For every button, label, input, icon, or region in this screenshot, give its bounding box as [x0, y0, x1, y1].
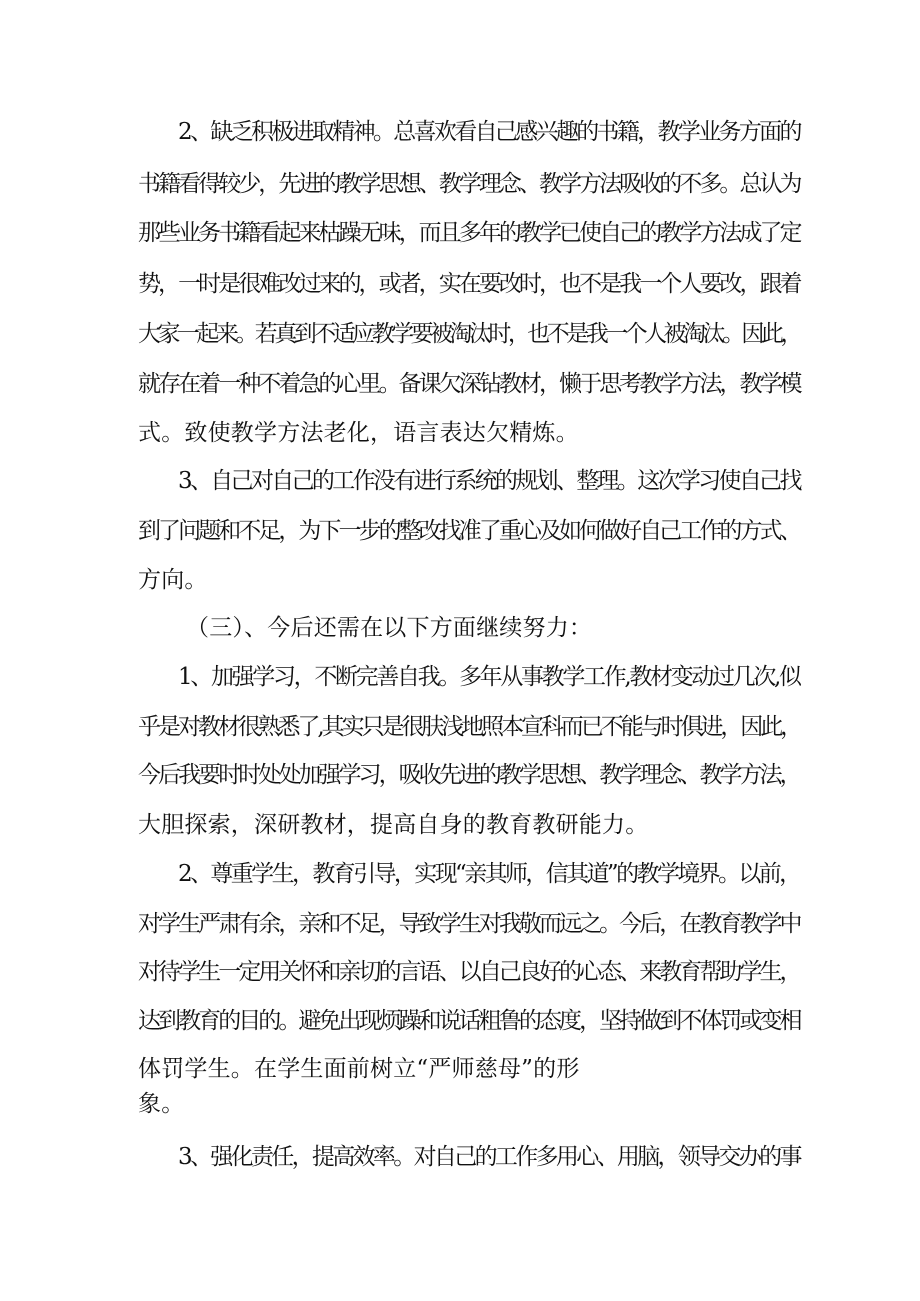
p2-line-7: 式。致使教学方法老化，语言表达欠精炼。 [138, 420, 579, 446]
p3-line-3: 方向。 [138, 567, 208, 593]
p3-line-1: 3、自己对自己的工作没有进行系统的规划、整理。这次学习使自己找 [178, 468, 800, 494]
p2-line-2: 书籍看得较少，先进的教学思想、教学理念、教学方法吸收的不多。总认为 [138, 171, 800, 197]
p2-line-1: 2、缺乏积极进取精神。总喜欢看自己感兴趣的书籍，教学业务方面的 [178, 119, 800, 145]
item2-line-5: 体罚学生。在学生面前树立“严师慈母”的形 [138, 1056, 580, 1082]
p2-line-6: 就存在着一种不着急的心里。备课欠深钻教材，懒于思考教学方法，教学模 [138, 371, 800, 397]
item1-line-1: 1、加强学习，不断完善自我。多年从事教学工作,教材变动过几次,似 [178, 664, 800, 690]
item3-line-1: 3、强化责任，提高效率。对自己的工作多用心、用脑，领导交办的事 [178, 1144, 800, 1170]
section3-line-1: （三）、今后还需在以下方面继续努力： [186, 615, 593, 641]
item1-line-2: 乎是对教材很熟悉了,其实只是很肤浅地照本宣科而已不能与时俱进，因此， [138, 714, 801, 740]
p3-line-2: 到了问题和不足，为下一步的整改找准了重心及如何做好自己工作的方式、 [138, 518, 800, 544]
item2-line-6: 象。 [138, 1091, 185, 1117]
item1-line-4: 大胆探索，深研教材，提高自身的教育教研能力。 [138, 812, 649, 838]
p2-line-3: 那些业务书籍看起来枯躁无味，而且多年的教学已使自己的教学方法成了定 [138, 220, 800, 246]
p2-line-5: 大家一起来。若真到不适应教学要被淘汰时，也不是我一个人被淘汰。因此， [138, 321, 800, 347]
item2-line-4: 达到教育的目的。避免出现烦躁和说话粗鲁的态度，坚持做到不体罚或变相 [138, 1008, 800, 1034]
p2-line-4: 势，一时是很难改过来的，或者，实在要改时，也不是我一个人要改，跟着 [138, 271, 800, 297]
item1-line-3: 今后我要时时处处加强学习，吸收先进的教学思想、教学理念、教学方法， [138, 762, 800, 788]
item2-line-1: 2、尊重学生，教育引导，实现“亲其师，信其道”的教学境界。以前， [178, 861, 800, 887]
item2-line-3: 对待学生一定用关怀和亲切的言语、以自己良好的心态、来教育帮助学生， [138, 959, 800, 985]
item2-line-2: 对学生严肃有余，亲和不足，导致学生对我敬而远之。今后，在教育教学中 [138, 911, 800, 937]
